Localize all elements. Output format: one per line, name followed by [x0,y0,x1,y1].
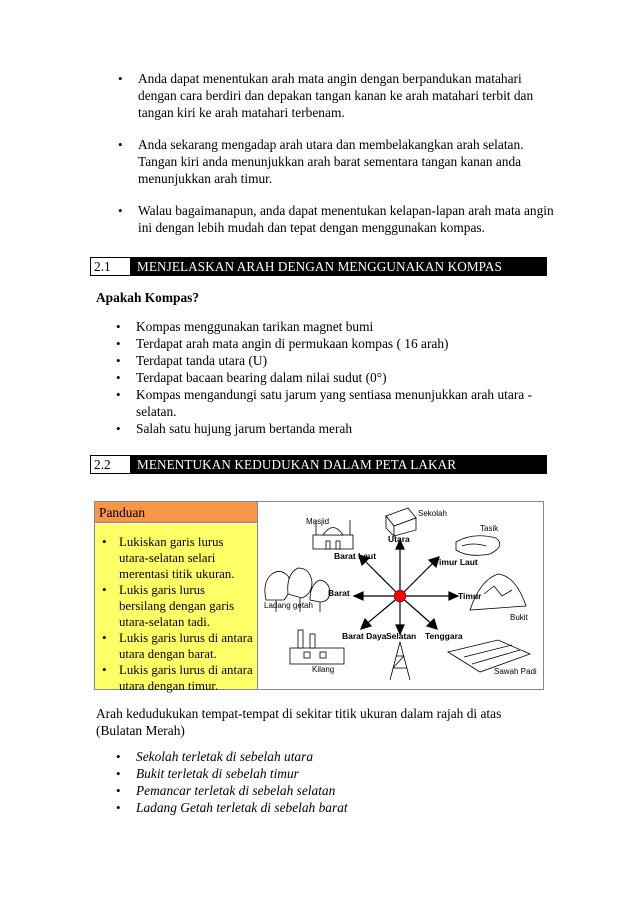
panduan-panel [95,502,258,693]
list-item: • Salah satu hujung jarum bertanda merah [136,420,536,437]
list-item: • Pemancar terletak di sebelah selatan [136,782,536,799]
label-masjid: Masjid [306,517,330,526]
label-bukit: Bukit [510,613,528,622]
intro-bullet-list [138,70,558,251]
label-timur-laut: Timur Laut [434,557,478,567]
arrow-barat-daya [364,596,400,626]
list-item: • Lukis garis lurus bersilang dengan garis utara-selatan tadi. [119,582,253,630]
label-tasik: Tasik [480,524,499,533]
arah-paragraph: Arah kedudukukan tempat-tempat di sekitar titik ukuran dalam rajah di atas (Bulatan Merah) [96,706,502,738]
list-item: • Terdapat arah mata angin di permukaan kompas ( 16 arah) [136,335,536,352]
arrow-barat-laut [362,558,400,596]
label-barat-laut: Barat Laut [334,551,377,561]
list-item: • Kompas mengandungi satu jarum yang sentiasa menunjukkan arah utara - selatan. [136,386,536,420]
arrowhead-barat-daya [361,619,371,629]
list-item: • Walau bagaimanapun, anda dapat menentukan kelapan-lapan arah mata angin ini dengan lebih mudah dan tepat dengan menggunakan kompas. [138,202,558,236]
list-item: • Lukis garis lurus di antara utara dengan timur. [119,662,253,694]
label-timur: Timur [458,591,482,601]
list-item: • Terdapat bacaan bearing dalam nilai sudut (0°) [136,369,536,386]
arrowhead-timur [449,592,458,600]
section-number: 2.2 [91,456,131,473]
label-tenggara: Tenggara [425,631,463,641]
subheading-apakah-kompas: Apakah Kompas? [96,290,200,305]
label-sekolah: Sekolah [418,509,447,518]
panduan-table [94,501,544,693]
arrow-timur-laut [400,560,436,596]
panduan-body [95,524,257,693]
list-item: • Terdapat tanda utara (U) [136,352,536,369]
arah-bullet-list [136,748,536,816]
titik-ukuran-red-dot [394,590,406,602]
label-sawah-padi: Sawah Padi [494,667,537,676]
panduan-heading: Panduan [95,502,257,523]
list-item: • Kompas menggunakan tarikan magnet bumi [136,318,536,335]
label-selatan: Selatan [386,631,417,641]
section-title: MENJELASKAN ARAH DENGAN MENGGUNAKAN KOMPAS [131,258,546,275]
label-barat: Barat [328,588,350,598]
panduan-list [119,534,253,694]
section-title: MENENTUKAN KEDUDUKAN DALAM PETA LAKAR [131,456,546,473]
list-item: • Sekolah terletak di sebelah utara [136,748,536,765]
list-item: • Anda sekarang mengadap arah utara dan membelakangkan arah selatan. Tangan kiri anda menunjukkan arah barat sementara tangan kanan anda menunjukkan arah timur. [138,136,558,187]
label-utara: Utara [388,534,410,544]
list-item: • Anda dapat menentukan arah mata angin dengan berpandukan matahari dengan cara berdiri dan depakan tangan kanan ke arah matahari terbit dan tangan kiri ke arah matahari terbenam. [138,70,558,121]
arrow-tenggara [400,596,434,626]
list-item: • Ladang Getah terletak di sebelah barat [136,799,536,816]
kilang-icon [290,630,344,664]
label-kilang: Kilang [312,665,335,674]
label-barat-daya: Barat Daya [342,631,387,641]
section-heading-2-1 [90,257,547,276]
arrowhead-barat [354,592,363,600]
compass-sketch-map [258,502,543,689]
section-number: 2.1 [91,258,131,275]
kompas-bullet-list [136,318,536,437]
list-item: • Bukit terletak di sebelah timur [136,765,536,782]
list-item: • Lukis garis lurus di antara utara dengan barat. [119,630,253,662]
tasik-icon [456,536,500,556]
label-ladang-getah: Ladang getah [264,601,313,610]
list-item: • Lukiskan garis lurus utara-selatan selari merentasi titik ukuran. [119,534,253,582]
section-heading-2-2 [90,455,547,474]
pemancar-icon [390,642,410,680]
sekolah-icon [386,508,416,536]
